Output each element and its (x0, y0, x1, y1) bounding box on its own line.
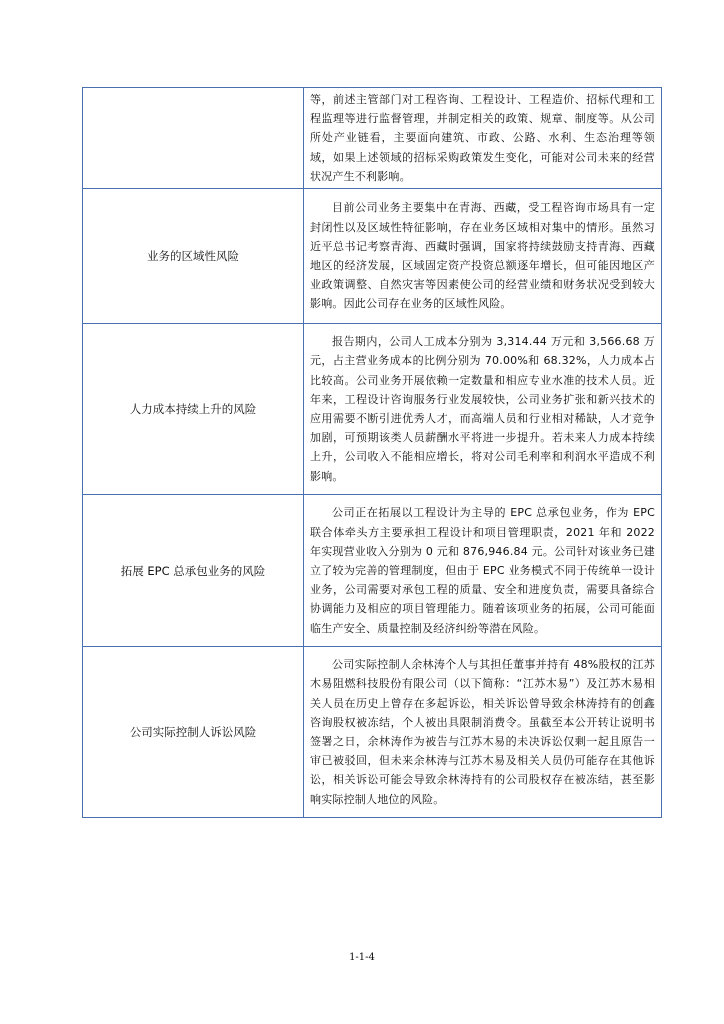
risk-description-cell (304, 189, 662, 324)
risk-description-text: 报告期内，公司人工成本分别为 3,314.44 万元和 3,566.68 万元，占主营业务成本的比例分别为 70.00%和 68.32%，人力成本占比较高。公司业务开展依赖一定数量和相应专业水准的技术人员。近年来，工程设计咨询服务行业发展较快，公司业务扩张和新兴技术的应用需要不断引进优秀人才，而高端人员和行业相对稀缺，人才竞争加剧，可预期该类人员薪酬水平将进一步提升。若未来人力成本持续上升，公司收入不能相应增长，将对公司毛利率和利润水平造成不利影响。 (310, 335, 655, 483)
table-row (83, 647, 662, 818)
table-row (83, 88, 662, 189)
risk-description-text: 等，前述主管部门对工程咨询、工程设计、工程造价、招标代理和工程监理等进行监督管理，并制定相关的政策、规章、制度等。从公司所处产业链看，主要面向建筑、市政、公路、水利、生态治理等领域，如果上述领域的招标采购政策发生变化，可能对公司未来的经营状况产生不利影响。 (310, 93, 655, 183)
risk-name-cell (83, 88, 304, 189)
risk-name-cell: 拓展 EPC 总承包业务的风险 (83, 495, 304, 647)
table-row (83, 324, 662, 495)
risk-description-cell (304, 647, 662, 818)
risk-description-cell (304, 495, 662, 647)
table-row (83, 189, 662, 324)
risk-description-text: 公司正在拓展以工程设计为主导的 EPC 总承包业务，作为 EPC 联合体牵头方主要承担工程设计和项目管理职责，2021 年和 2022 年实现营业收入分别为 0 元和 876,946.84 元。公司针对该业务已建立了较为完善的管理制度，但由于 EPC 业务模式不同于传统单一设计业务，公司需要对承包工程的质量、安全和进度负责，需要具备综合协调能力及相应的项目管理能力。随着该项业务的拓展，公司可能面临生产安全、质量控制及经济纠纷等潜在风险。 (310, 506, 655, 635)
risk-name-cell: 人力成本持续上升的风险 (83, 324, 304, 495)
risk-name-cell: 业务的区域性风险 (83, 189, 304, 324)
risk-name-cell: 公司实际控制人诉讼风险 (83, 647, 304, 818)
risk-factors-table (82, 87, 662, 818)
table-row (83, 495, 662, 647)
risk-description-text: 公司实际控制人余林涛个人与其担任董事并持有 48%股权的江苏木易阻燃科技股份有限公司（以下简称：“江苏木易”）及江苏木易相关人员在历史上曾存在多起诉讼，相关诉讼曾导致余林涛持有的创鑫咨询股权被冻结，个人被出具限制消费令。虽截至本公开转让说明书签署之日，余林涛作为被告与江苏木易的未决诉讼仅剩一起且原告一审已被驳回，但未来余林涛与江苏木易及相关人员仍可能存在其他诉讼，相关诉讼可能会导致余林涛持有的公司股权存在被冻结，甚至影响实际控制人地位的风险。 (310, 658, 655, 806)
page-number: 1-1-4 (349, 952, 375, 963)
risk-description-cell (304, 324, 662, 495)
risk-description-cell (304, 88, 662, 189)
risk-description-text: 目前公司业务主要集中在青海、西藏，受工程咨询市场具有一定封闭性以及区域性特征影响，存在业务区域相对集中的情形。虽然习近平总书记考察青海、西藏时强调，国家将持续鼓励支持青海、西藏地区的经济发展，区域固定资产投资总额逐年增长，但可能因地区产业政策调整、自然灾害等因素使公司的经营业绩和财务状况受到较大影响。因此公司存在业务的区域性风险。 (310, 201, 655, 311)
